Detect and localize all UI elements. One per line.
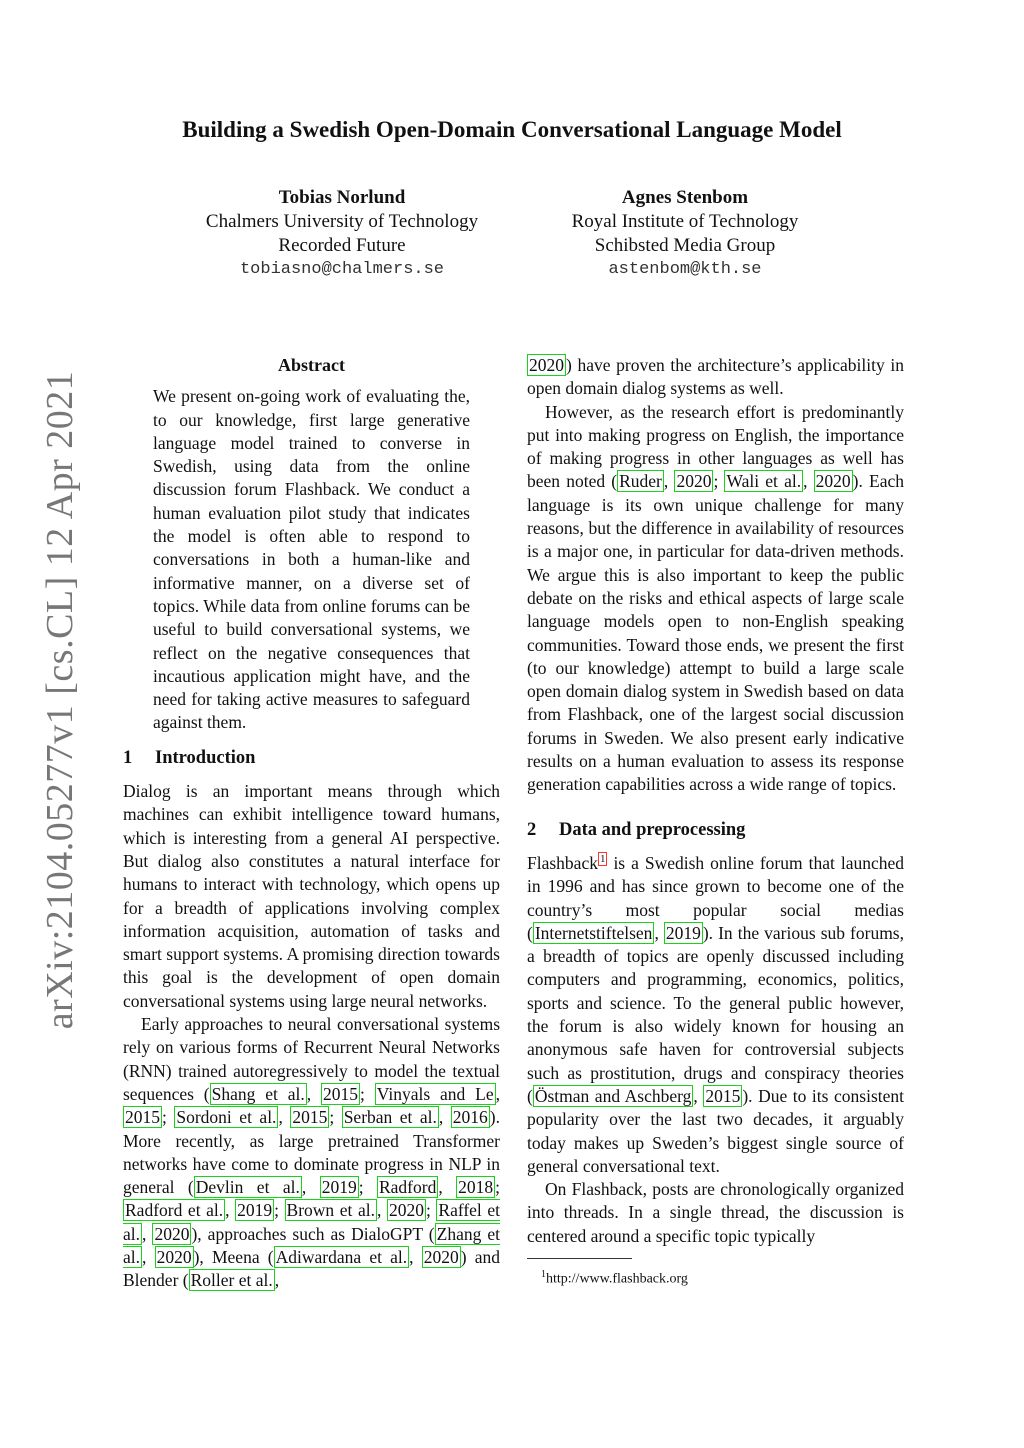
citation-link[interactable]: Raffel et al. (123, 1200, 501, 1244)
text-run: ), approaches such as DialoGPT ( (191, 1223, 435, 1244)
text-run: ). In the various sub forums, a breadth of topics are openly discussed including computers and programming, economics, politics, sports and science. To the general public however, the forum is also widely known for housing an anonymous safe haven for controversial subjects such as prostitution, drugs and conspiracy theories ( (527, 922, 904, 1106)
text-run: is a Swedish online forum that launched in 1996 and has since grown to become one of the country’s most popular social medias ( (527, 852, 904, 943)
citation-link[interactable]: 2015 (292, 1107, 328, 1128)
text-run: ) have proven the architecture’s applicability in open domain dialog systems as well. (527, 355, 904, 399)
citation-link[interactable]: 2020 (815, 471, 851, 492)
text-run: ), Meena ( (193, 1246, 274, 1267)
footnote-url[interactable]: http://www.flashback.org (546, 1271, 688, 1287)
citation-link[interactable]: Ruder (619, 471, 662, 492)
citation-link[interactable]: Östman and Aschberg (534, 1085, 692, 1106)
citation-link[interactable]: 2020 (154, 1223, 190, 1244)
paper-title: Building a Swedish Open-Domain Conversational Language Model (182, 117, 842, 142)
author-affiliation: Royal Institute of Technology (571, 211, 799, 232)
author-affiliation: Recorded Future (278, 235, 406, 256)
citation-link[interactable]: 2020 (423, 1246, 459, 1267)
citation-link[interactable]: Devlin et al. (195, 1177, 300, 1198)
data-paragraph-1: Flashback $^1$ is a Swedish online forum that launched in 1996 and has since grown to become one of the country’s most popular social medias ( Internetstiftelsen , 2019 ). In the various sub forums, a breadth of topics are openly discussed including computers and programming, economics, politics, sports and science. To the general public however, the forum is also widely known for housing an anonymous safe haven for controversial subjects such as prostitution, drugs and conspiracy theories ( Östman and Aschberg , 2015 ). Due to its consistent popularity over the last two decades, it arguably today makes up Sweden’s biggest single source of general conversational text. (527, 852, 904, 1176)
citation-link[interactable]: Brown et al. (286, 1200, 375, 1221)
intro-paragraph-3: However, as the research effort is predominantly put into making progress on English, the importance of making progress in other languages as well has been noted ( Ruder , 2020 ; Wali et al. , 2020 ). Each language is its own unique challenge for many reasons, but the difference in availability of resources is a major one, in particular for data-driven methods. We argue this is also important to keep the public debate on the risks and ethical aspects of large scale language models open to non-English speaking communities. Toward those ends, we present the first (to our knowledge) attempt to build a large scale open domain dialog system in Swedish based on data from Flashback, one of the largest social discussion forums in Sweden. We also present early indicative results on a human evaluation to assess its response generation capabilities across a wide range of topics. (527, 401, 904, 795)
arxiv-stamp: arXiv:2104.05277v1 [cs.CL] 12 Apr 2021 (39, 370, 81, 1030)
citation-link[interactable]: Wali et al. (726, 471, 802, 492)
intro-paragraph-2-continued (527, 354, 904, 401)
citation-link[interactable]: 2019 (321, 1177, 357, 1198)
abstract-text: We present on-going work of evaluating the, to our knowledge, first large generative language model trained to converse in Swedish, using data from the online discussion forum Flashback. We conduct a human evaluation pilot study that indicates the model is often able to respond to conversations in both a human-like and informative manner, on a diverse set of topics. While data from online forums can be useful to build conversational systems, we reflect on the negative consequences that incautious application might have, and the need for taking active measures to safeguard against them. (153, 386, 470, 733)
citation-link[interactable]: 2020 (529, 355, 564, 375)
author-email[interactable]: tobiasno@chalmers.se (239, 260, 445, 279)
author-name: Tobias Norlund (278, 187, 406, 208)
left-column (123, 354, 500, 1293)
citation-link[interactable]: 2018 (458, 1177, 494, 1198)
text-run: Flashback (527, 852, 598, 873)
citation-link[interactable]: 2015 (705, 1085, 741, 1106)
citation-link[interactable]: Adiwardana et al. (275, 1246, 408, 1267)
citation-link[interactable]: Roller et al. (190, 1270, 273, 1291)
right-column (527, 354, 904, 1291)
citation-link[interactable]: Vinyals and Le (376, 1083, 494, 1104)
citation-link[interactable]: Shang et al. (211, 1083, 305, 1104)
citation-link[interactable]: 2020 (388, 1200, 424, 1221)
citation-link[interactable]: Zhang et al. (123, 1223, 500, 1267)
author-block-stenbom (505, 186, 865, 282)
text-run: ). More recently, as large pretrained Transformer networks have come to dominate progress in NLP in general ( (123, 1107, 500, 1198)
section-heading-data (527, 819, 904, 842)
author-affiliation: Schibsted Media Group (594, 235, 776, 256)
citation-link[interactable]: 2015 (125, 1107, 160, 1128)
citation-link[interactable]: 2016 (452, 1107, 488, 1128)
author-block-norlund (162, 186, 522, 282)
footnote (527, 1263, 904, 1291)
text-run: However, as the research effort is predominantly put into making progress on English, the importance of making progress in other languages as well has been noted ( (527, 401, 904, 492)
intro-paragraph-2: Early approaches to neural conversational systems rely on various forms of Recurrent Neural Networks (RNN) trained autoregressively to model the textual sequences ( Shang et al. , 2015 ; Vinyals and Le , 2015 ; Sordoni et al. , 2015 ; Serban et al. , 2016 ). More recently, as large pretrained Transformer networks have come to dominate progress in NLP in general ( Devlin et al. , 2019 ; Radford , 2018 ; Radford et al. , 2019 ; Brown et al. , 2020 ; Raffel et al. , 2020 ), approaches such as DialoGPT ( Zhang et al. , 2020 ), Meena ( Adiwardana et al. , 2020 ) and Blender ( Roller et al. , (123, 1014, 501, 1291)
text-run: ). Each language is its own unique challenge for many reasons, but the difference in availability of resources is a major one, in particular for data-driven methods. We argue this is also important to keep the public debate on the risks and ethical aspects of large scale language models open to non-English speaking communities. Toward those ends, we present the first (to our knowledge) attempt to build a large scale open domain dialog system in Swedish based on data from Flashback, one of the largest social discussion forums in Sweden. We also present early indicative results on a human evaluation to assess its response generation capabilities across a wide range of topics. (527, 471, 904, 795)
section-title: Data and preprocessing (559, 819, 746, 840)
citation-link[interactable]: 2020 (676, 471, 712, 492)
author-email[interactable]: astenbom@kth.se (608, 260, 762, 279)
citation-link[interactable]: Sordoni et al. (176, 1107, 277, 1128)
citation-link[interactable]: Radford (378, 1177, 437, 1198)
citation-link[interactable]: Internetstiftelsen (534, 922, 653, 943)
citation-link[interactable]: 2015 (323, 1083, 359, 1104)
section-title: Introduction (155, 747, 256, 768)
author-name: Agnes Stenbom (621, 187, 749, 208)
citation-link[interactable]: Radford et al. (125, 1200, 224, 1221)
citation-link[interactable]: Serban et al. (343, 1107, 437, 1128)
section-number: 2 (527, 819, 537, 840)
text-run: ) and Blender ( (123, 1246, 500, 1291)
section-heading-introduction (123, 747, 500, 770)
section-number: 1 (123, 747, 133, 768)
footnote-number: 1 (541, 1268, 546, 1280)
author-affiliation: Chalmers University of Technology (205, 211, 479, 232)
citation-link[interactable]: 2019 (665, 922, 701, 943)
intro-paragraph-1: Dialog is an important means through which machines can exhibit intelligence toward humans, which is interesting from a general AI perspective. But dialog also constitutes a natural interface for humans to interact with technology, which opens up for a breadth of applications involving complex information acquisition, automation of tasks and smart support systems. A promising direction towards this goal is the development of open domain conversational systems using large neural networks. (123, 781, 500, 1011)
footnote-divider (527, 1258, 632, 1259)
abstract-heading: Abstract (278, 355, 345, 375)
citation-link[interactable]: 2020 (156, 1246, 192, 1267)
footnote-marker[interactable]: 1 (599, 853, 606, 866)
data-paragraph-2: On Flashback, posts are chronologically organized into threads. In a single thread, the discussion is centered around a specific topic typically (527, 1179, 904, 1246)
citation-link[interactable]: 2019 (237, 1200, 273, 1221)
text-run: ). Due to its consistent popularity over the last two decades, it arguably today makes up Sweden’s biggest single source of general conversational text. (527, 1085, 904, 1176)
text-run: Early approaches to neural conversational systems rely on various forms of Recurrent Neural Networks (RNN) trained autoregressively to model the textual sequences ( (123, 1014, 500, 1104)
